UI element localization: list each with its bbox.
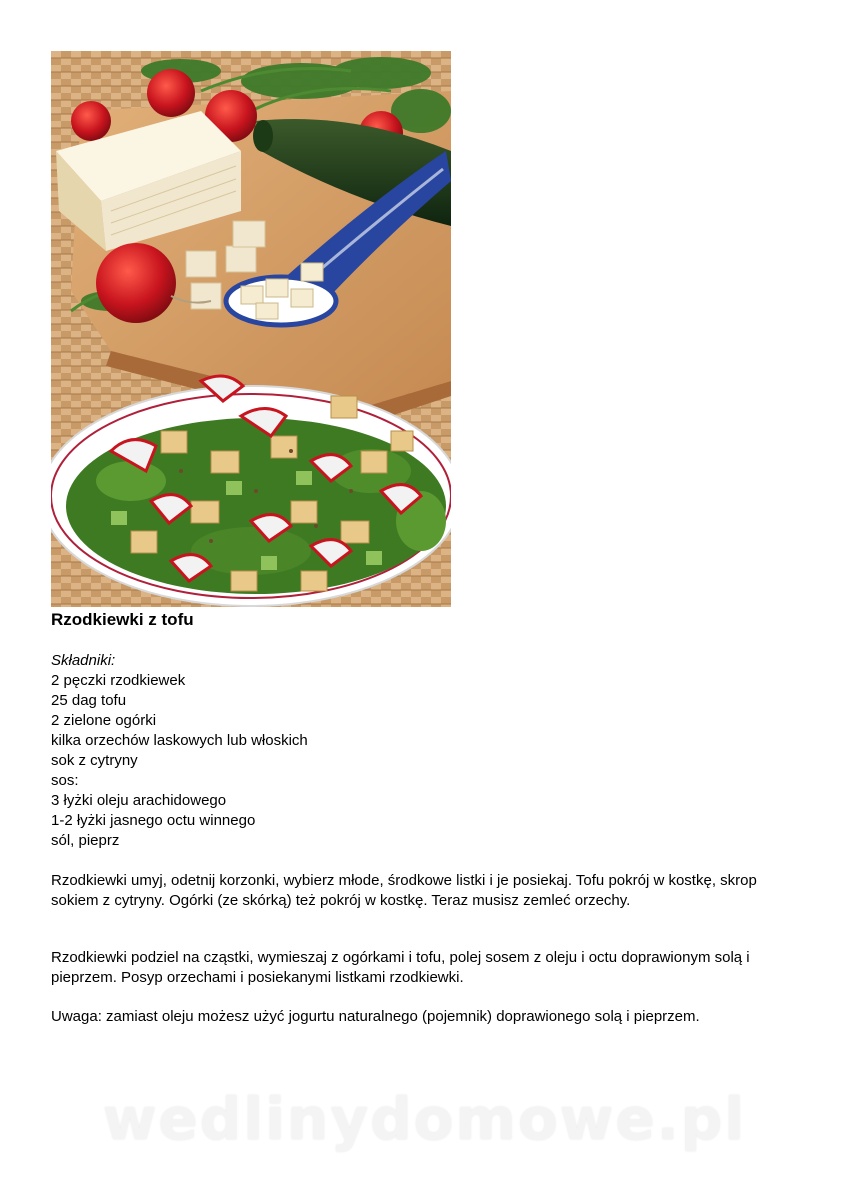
ingredient-item: 25 dag tofu — [51, 692, 127, 709]
ingredients-list — [51, 651, 308, 851]
ingredient-item: 3 łyżki oleju arachidowego — [51, 792, 227, 809]
ingredient-item: sok z cytryny — [51, 752, 138, 769]
ingredient-item: sól, pieprz — [51, 832, 120, 849]
recipe-title: Rzodkiewki z tofu — [51, 610, 194, 629]
ingredient-item: 2 pęczki rzodkiewek — [51, 672, 186, 689]
watermark: wedlinydomowe.pl — [102, 1085, 747, 1153]
instruction-paragraph: Rzodkiewki podziel na cząstki, wymieszaj z ogórkami i tofu, polej sosem z oleju i octu doprawionym solą i pieprzem. Posyp orzechami i posiekanymi listkami rzodkiewki. — [51, 949, 750, 986]
ingredient-item: 2 zielone ogórki — [51, 712, 157, 729]
note-paragraph: Uwaga: zamiast oleju możesz użyć jogurtu naturalnego (pojemnik) doprawionego solą i pieprzem. — [51, 1008, 700, 1025]
ingredients-label: Składniki: — [51, 652, 116, 669]
ingredient-item: kilka orzechów laskowych lub włoskich — [51, 732, 308, 749]
sauce-label: sos: — [51, 772, 79, 789]
instruction-paragraph: Rzodkiewki umyj, odetnij korzonki, wybierz młode, środkowe listki i je posiekaj. Tofu pokrój w kostkę, skrop sokiem z cytryny. Ogórki (ze skórką) też pokrój w kostkę. Teraz musisz zemleć orzechy. — [51, 872, 757, 909]
ingredient-item: 1-2 łyżki jasnego octu winnego — [51, 812, 256, 829]
recipe-photo — [51, 51, 451, 607]
